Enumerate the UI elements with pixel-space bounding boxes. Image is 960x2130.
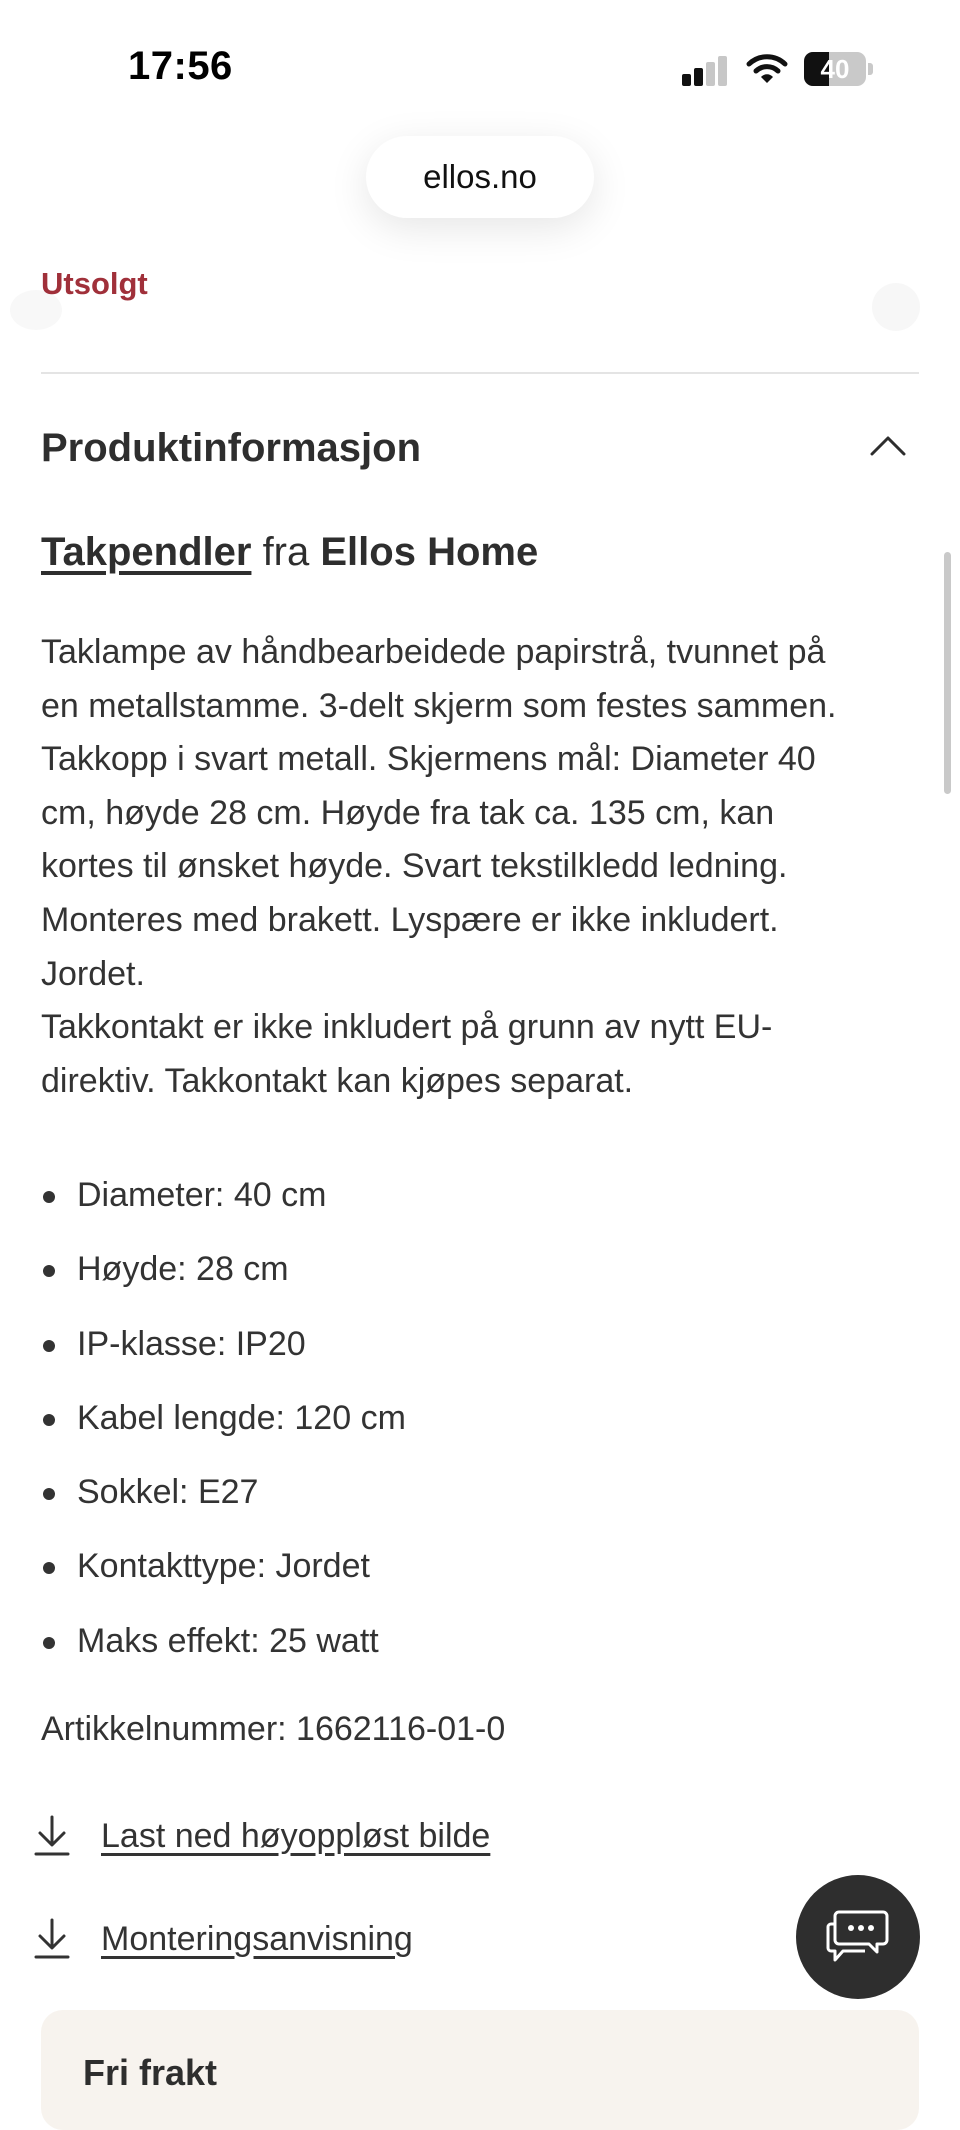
spec-item <box>41 1307 901 1381</box>
download-manual-link[interactable] <box>34 1914 413 1964</box>
bullet <box>43 1562 55 1574</box>
description-line: Taklampe av håndbearbeidede papirstrå, tvunnet på <box>41 633 826 671</box>
product-category-line <box>41 530 538 575</box>
battery-icon <box>804 52 866 86</box>
scrollbar[interactable] <box>944 552 951 794</box>
description-line: cm, høyde 28 cm. Høyde fra tak ca. 135 cm, kan <box>41 793 775 832</box>
promo-title: Fri frakt <box>83 2052 218 2093</box>
chat-icon <box>825 1908 891 1966</box>
divider <box>41 372 919 374</box>
description-line: kortes til ønsket høyde. Svart tekstilkledd ledning. <box>41 847 788 886</box>
bullet <box>43 1414 55 1426</box>
brand-name: Ellos Home <box>320 530 539 574</box>
spec-text: Sokkel: E27 <box>77 1473 259 1512</box>
bullet <box>43 1340 55 1352</box>
bullet <box>43 1637 55 1649</box>
wifi-icon <box>746 52 788 86</box>
download-label[interactable]: Last ned høyoppløst bilde <box>101 1816 491 1855</box>
battery-nub <box>868 63 873 75</box>
description-line: Takkontakt er ikke inkludert på grunn av nytt EU- <box>41 1008 773 1047</box>
signal-icon <box>682 56 728 86</box>
chevron-up-icon[interactable] <box>868 432 908 460</box>
spec-item <box>41 1381 901 1455</box>
availability-status: Utsolgt <box>41 266 148 301</box>
connector-text: fra <box>262 530 310 574</box>
description-line: Jordet. <box>41 954 145 993</box>
download-image-link[interactable] <box>34 1811 490 1861</box>
bullet <box>43 1191 55 1203</box>
spec-text: Høyde: 28 cm <box>77 1250 289 1289</box>
spec-item <box>41 1455 901 1529</box>
spec-text: Kontakttype: Jordet <box>77 1547 370 1586</box>
download-label[interactable]: Monteringsanvisning <box>101 1919 413 1958</box>
description-line: direktiv. Takkontakt kan kjøpes separat. <box>41 1061 634 1100</box>
battery-percentage: 40 <box>820 54 850 84</box>
download-icon <box>34 1917 70 1961</box>
section-title[interactable]: Produktinformasjon <box>41 426 422 470</box>
status-time: 17:56 <box>128 44 233 88</box>
category-link[interactable]: Takpendler <box>41 530 252 574</box>
spec-item <box>41 1529 901 1603</box>
product-description <box>41 626 921 1108</box>
bullet <box>43 1488 55 1500</box>
description-line: en metallstamme. 3-delt skjerm som festes sammen. <box>41 686 837 725</box>
description-line: Takkopp i svart metall. Skjermens mål: Diameter 40 <box>41 740 816 779</box>
spec-item <box>41 1604 901 1678</box>
spec-item <box>41 1158 901 1232</box>
status-bar <box>0 0 960 130</box>
spec-list <box>41 1158 901 1678</box>
spec-item <box>41 1232 901 1306</box>
favorite-icon[interactable] <box>872 283 920 331</box>
chat-button[interactable] <box>796 1875 920 1999</box>
spec-text: Maks effekt: 25 watt <box>77 1621 379 1660</box>
spec-text: IP-klasse: IP20 <box>77 1324 306 1363</box>
description-line: Monteres med brakett. Lyspære er ikke inkludert. <box>41 900 779 939</box>
download-icon <box>34 1814 70 1858</box>
spec-text: Kabel lengde: 120 cm <box>77 1398 406 1437</box>
promo-card <box>41 2010 919 2130</box>
spec-text: Diameter: 40 cm <box>77 1176 327 1214</box>
url-bar[interactable]: ellos.no <box>366 136 594 218</box>
article-number: Artikkelnummer: 1662116-01-0 <box>41 1710 506 1748</box>
bullet <box>43 1265 55 1277</box>
